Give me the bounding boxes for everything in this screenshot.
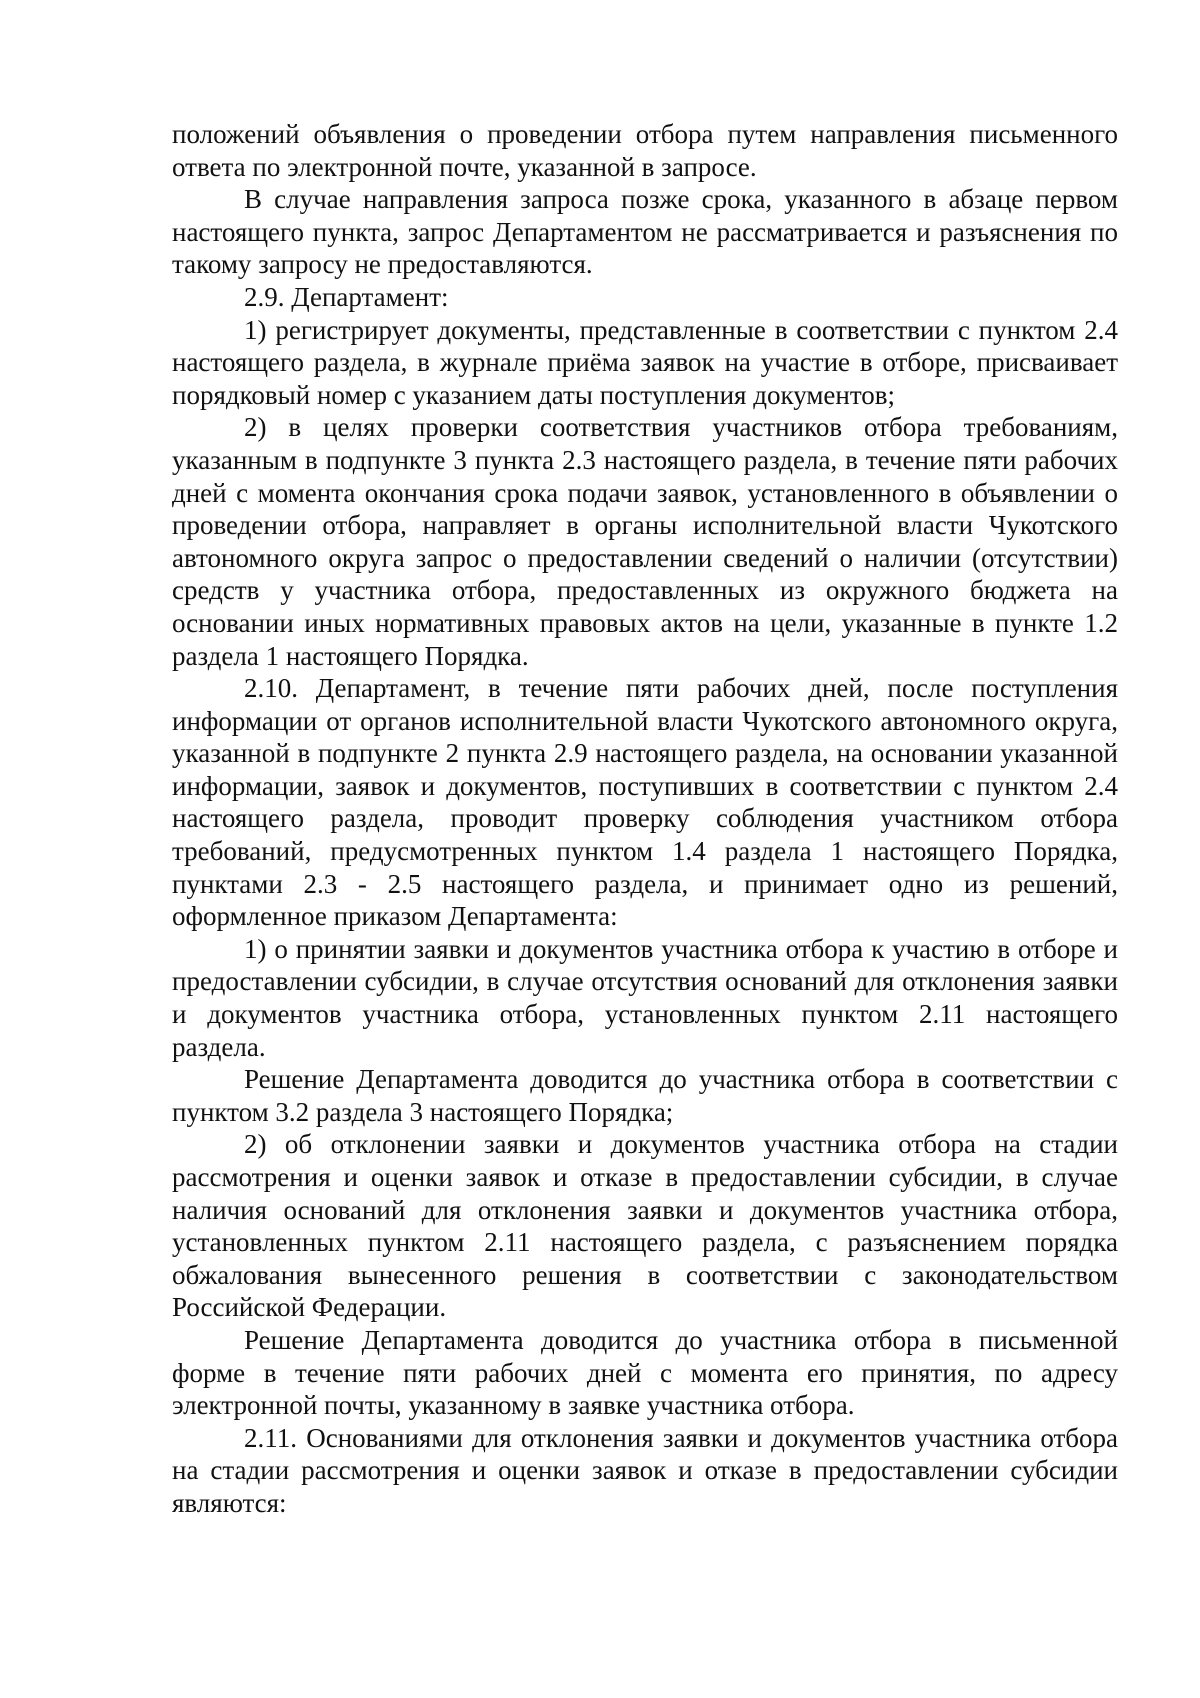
document-body bbox=[172, 118, 1118, 1520]
paragraph-2-10: 2.10. Департамент, в течение пяти рабочих дней, после поступления информации от органов исполнительной власти Чукотского автономного округа, указанной в подпункте 2 пункта 2.9 настоящего раздела, на основании указанной информации, заявок и документов, поступивших в соответствии с пунктом 2.4 настоящего раздела, проводит проверку соблюдения участником отбора требований, предусмотренных пунктом 1.4 раздела 1 настоящего Порядка, пунктами 2.3 - 2.5 настоящего раздела, и принимает одно из решений, оформленное приказом Департамента: bbox=[172, 673, 1118, 932]
paragraph-late-request: В случае направления запроса позже срока, указанного в абзаце первом настоящего пункта, запрос Департаментом не рассматривается и разъяснения по такому запросу не предоставляются. bbox=[172, 184, 1118, 280]
paragraph-decision-notice-2: Решение Департамента доводится до участника отбора в письменной форме в течение пяти рабочих дней с момента его принятия, по адресу электронной почты, указанному в заявке участника отбора. bbox=[172, 1324, 1118, 1421]
paragraph-2-10-item-1: 1) о принятии заявки и документов участника отбора к участию в отборе и предоставлении субсидии, в случае отсутствия оснований для отклонения заявки и документов участника отбора, установленных пунктом 2.11 настоящего раздела. bbox=[172, 933, 1118, 1062]
paragraph-2-9-item-2: 2) в целях проверки соответствия участников отбора требованиям, указанным в подпункте 3 пункта 2.3 настоящего раздела, в течение пяти рабочих дней с момента окончания срока подачи заявок, установленного в объявлении о проведении отбора, направляет в органы исполнительной власти Чукотского автономного округа запрос о предоставлении сведений о наличии (отсутствии) средств у участника отбора, предоставленных из окружного бюджета на основании иных нормативных правовых актов на цели, указанные в пункте 1.2 раздела 1 настоящего Порядка. bbox=[172, 412, 1118, 671]
paragraph-2-9-heading: 2.9. Департамент: bbox=[244, 281, 449, 312]
paragraph-decision-notice-1: Решение Департамента доводится до участника отбора в соответствии с пунктом 3.2 раздела 3 настоящего Порядка; bbox=[172, 1064, 1118, 1127]
paragraph-2-11: 2.11. Основаниями для отклонения заявки и документов участника отбора на стадии рассмотрения и оценки заявок и отказе в предоставлении субсидии являются: bbox=[172, 1422, 1118, 1518]
paragraph-continuation: положений объявления о проведении отбора путем направления письменного ответа по электронной почте, указанной в запросе. bbox=[172, 119, 1118, 182]
paragraph-2-10-item-2: 2) об отклонении заявки и документов участника отбора на стадии рассмотрения и оценки заявок и отказе в предоставлении субсидии, в случае наличия оснований для отклонения заявки и документов участника отбора, установленных пунктом 2.11 настоящего раздела, с разъяснением порядка обжалования вынесенного решения в соответствии с законодательством Российской Федерации. bbox=[172, 1129, 1118, 1323]
paragraph-2-9-item-1: 1) регистрирует документы, представленные в соответствии с пунктом 2.4 настоящего раздела, в журнале приёма заявок на участие в отборе, присваивает порядковый номер с указанием даты поступления документов; bbox=[172, 314, 1118, 410]
